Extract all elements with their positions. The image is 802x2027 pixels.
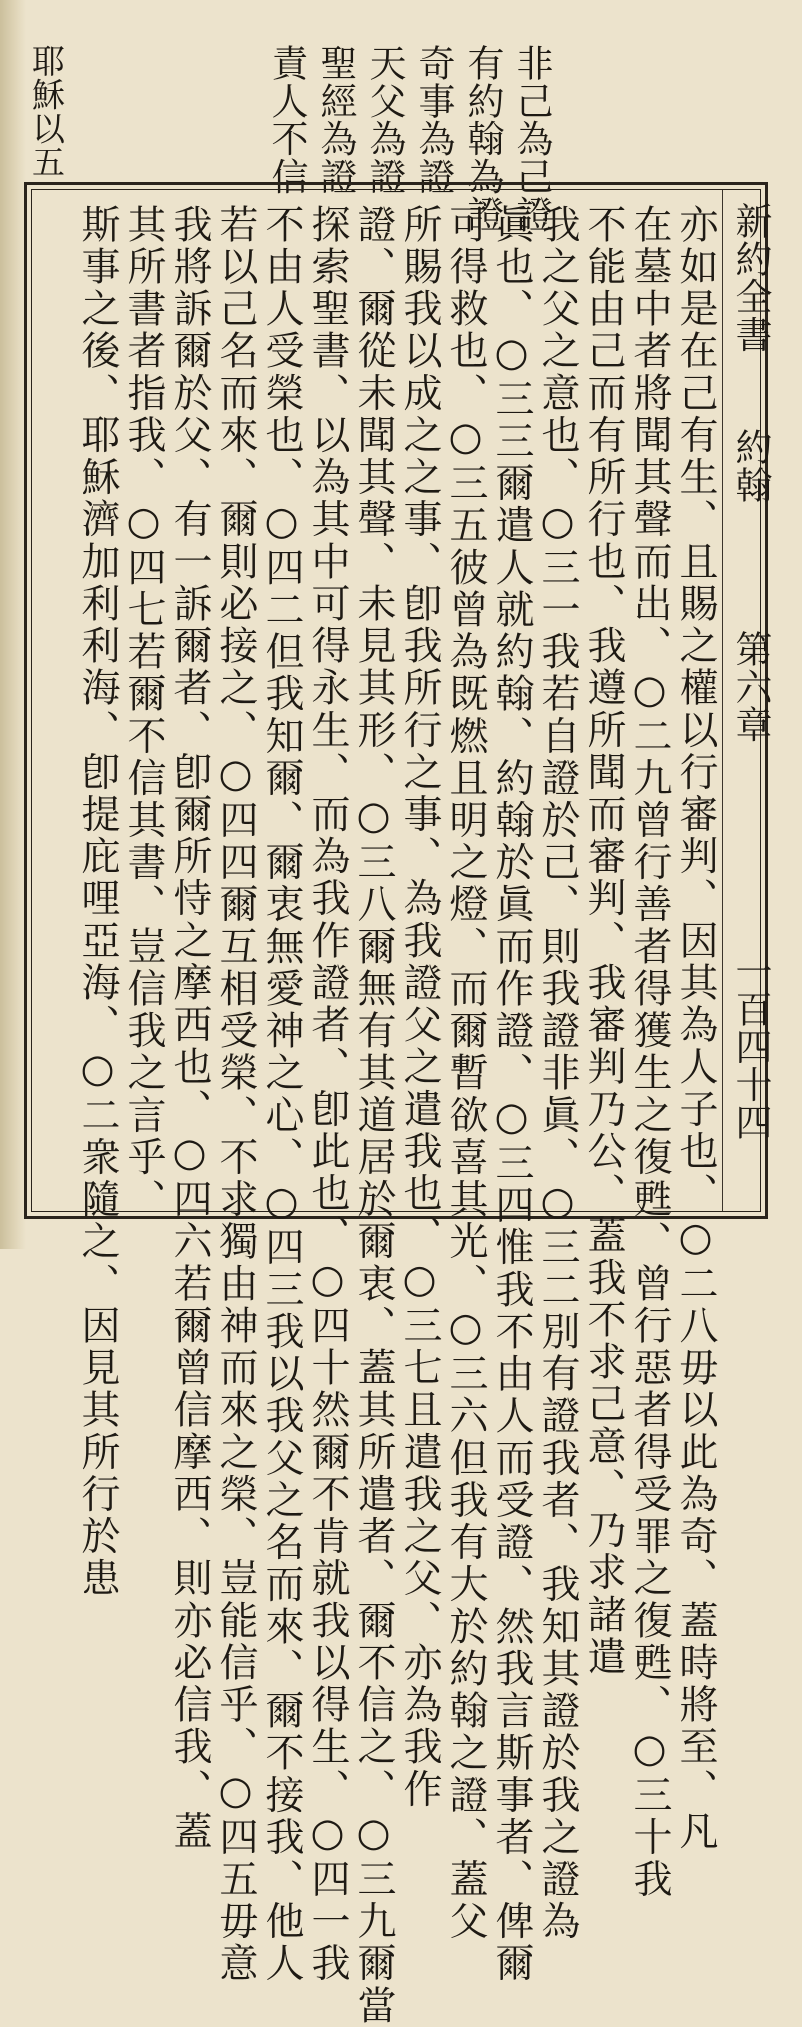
text-column: 我之父之意也、○三一我若自證於己、則我證非眞、○三二別有證我者、我知其證於我之證為: [535, 204, 580, 1943]
text-column: 所賜我以成之之事、卽我所行之事、為我證父之遣我也、○三七且遣我之父、亦為我作: [397, 204, 442, 1811]
headnote: 天父為證: [363, 44, 406, 195]
headnote: 非己為己證: [510, 44, 553, 233]
text-frame-inner-rule: [31, 189, 772, 2027]
chapter-heading: 第六章: [729, 630, 772, 744]
text-column: 亦如是在己有生、且賜之權以行審判、因其為人子也、○二八毋以此為奇、蓋時將至、凡: [673, 204, 718, 1853]
headnote: 聖經為證: [314, 44, 357, 195]
text-column: 眞也、○三三爾遣人就約翰、約翰於眞而作證、○三四惟我不由人而受證、然我言斯事者、俾爾: [489, 204, 534, 1986]
text-column: 若以己名而來、爾則必接之、○四四爾互相受榮、不求獨由神而來之榮、豈能信乎、○四五毋意: [213, 204, 258, 1986]
headnote: 有約翰為證: [461, 44, 504, 233]
page-number: 一百四十四: [729, 952, 772, 1141]
headnote: 責人不信: [265, 44, 308, 195]
page-gutter-edge: [0, 0, 26, 1249]
text-column: 其所書者指我、○四七若爾不信其書、豈信我之言乎、: [121, 204, 166, 1221]
headnote: 奇事為證: [412, 44, 455, 195]
text-column: 可得救也、○三五彼曾為既燃且明之燈、而爾暫欲喜其光、○三六但我有大於約翰之證、蓋父: [443, 204, 488, 1943]
text-column: 我將訴爾於父、有一訴爾者、卽爾所恃之摩西也、○四六若爾曾信摩西、則亦必信我、蓋: [167, 204, 212, 1853]
text-column: 斯事之後、耶穌濟加利利海、卽提庇哩亞海、○二衆隨之、因見其所行於患: [75, 204, 120, 1600]
text-frame: [24, 182, 772, 2027]
book-title: 新約全書: [729, 202, 772, 353]
header-column-rule: [722, 190, 723, 1211]
margin-running-title: 耶穌以五: [27, 44, 66, 179]
gospel-name: 約翰: [729, 428, 772, 504]
text-column: 不由人受榮也、○四二但我知爾、爾衷無愛神之心、○四三我以我父之名而來、爾不接我、他人: [259, 204, 304, 1986]
text-column: 證、爾從未聞其聲、未見其形、○三八爾無有其道居於爾衷、蓋其所遣者、爾不信之、○三九爾當: [351, 204, 396, 2027]
text-column: 探索聖書、以為其中可得永生、而為我作證者、卽此也、○四十然爾不肯就我以得生、○四一我: [305, 204, 350, 1986]
text-column: 在墓中者將聞其聲而出、○二九曾行善者得獲生之復甦、曾行惡者得受罪之復甦、○三十我: [627, 204, 672, 1901]
text-column: 不能由己而有所行也、我遵所聞而審判、我審判乃公、蓋我不求己意、乃求諸遣: [581, 204, 626, 1679]
